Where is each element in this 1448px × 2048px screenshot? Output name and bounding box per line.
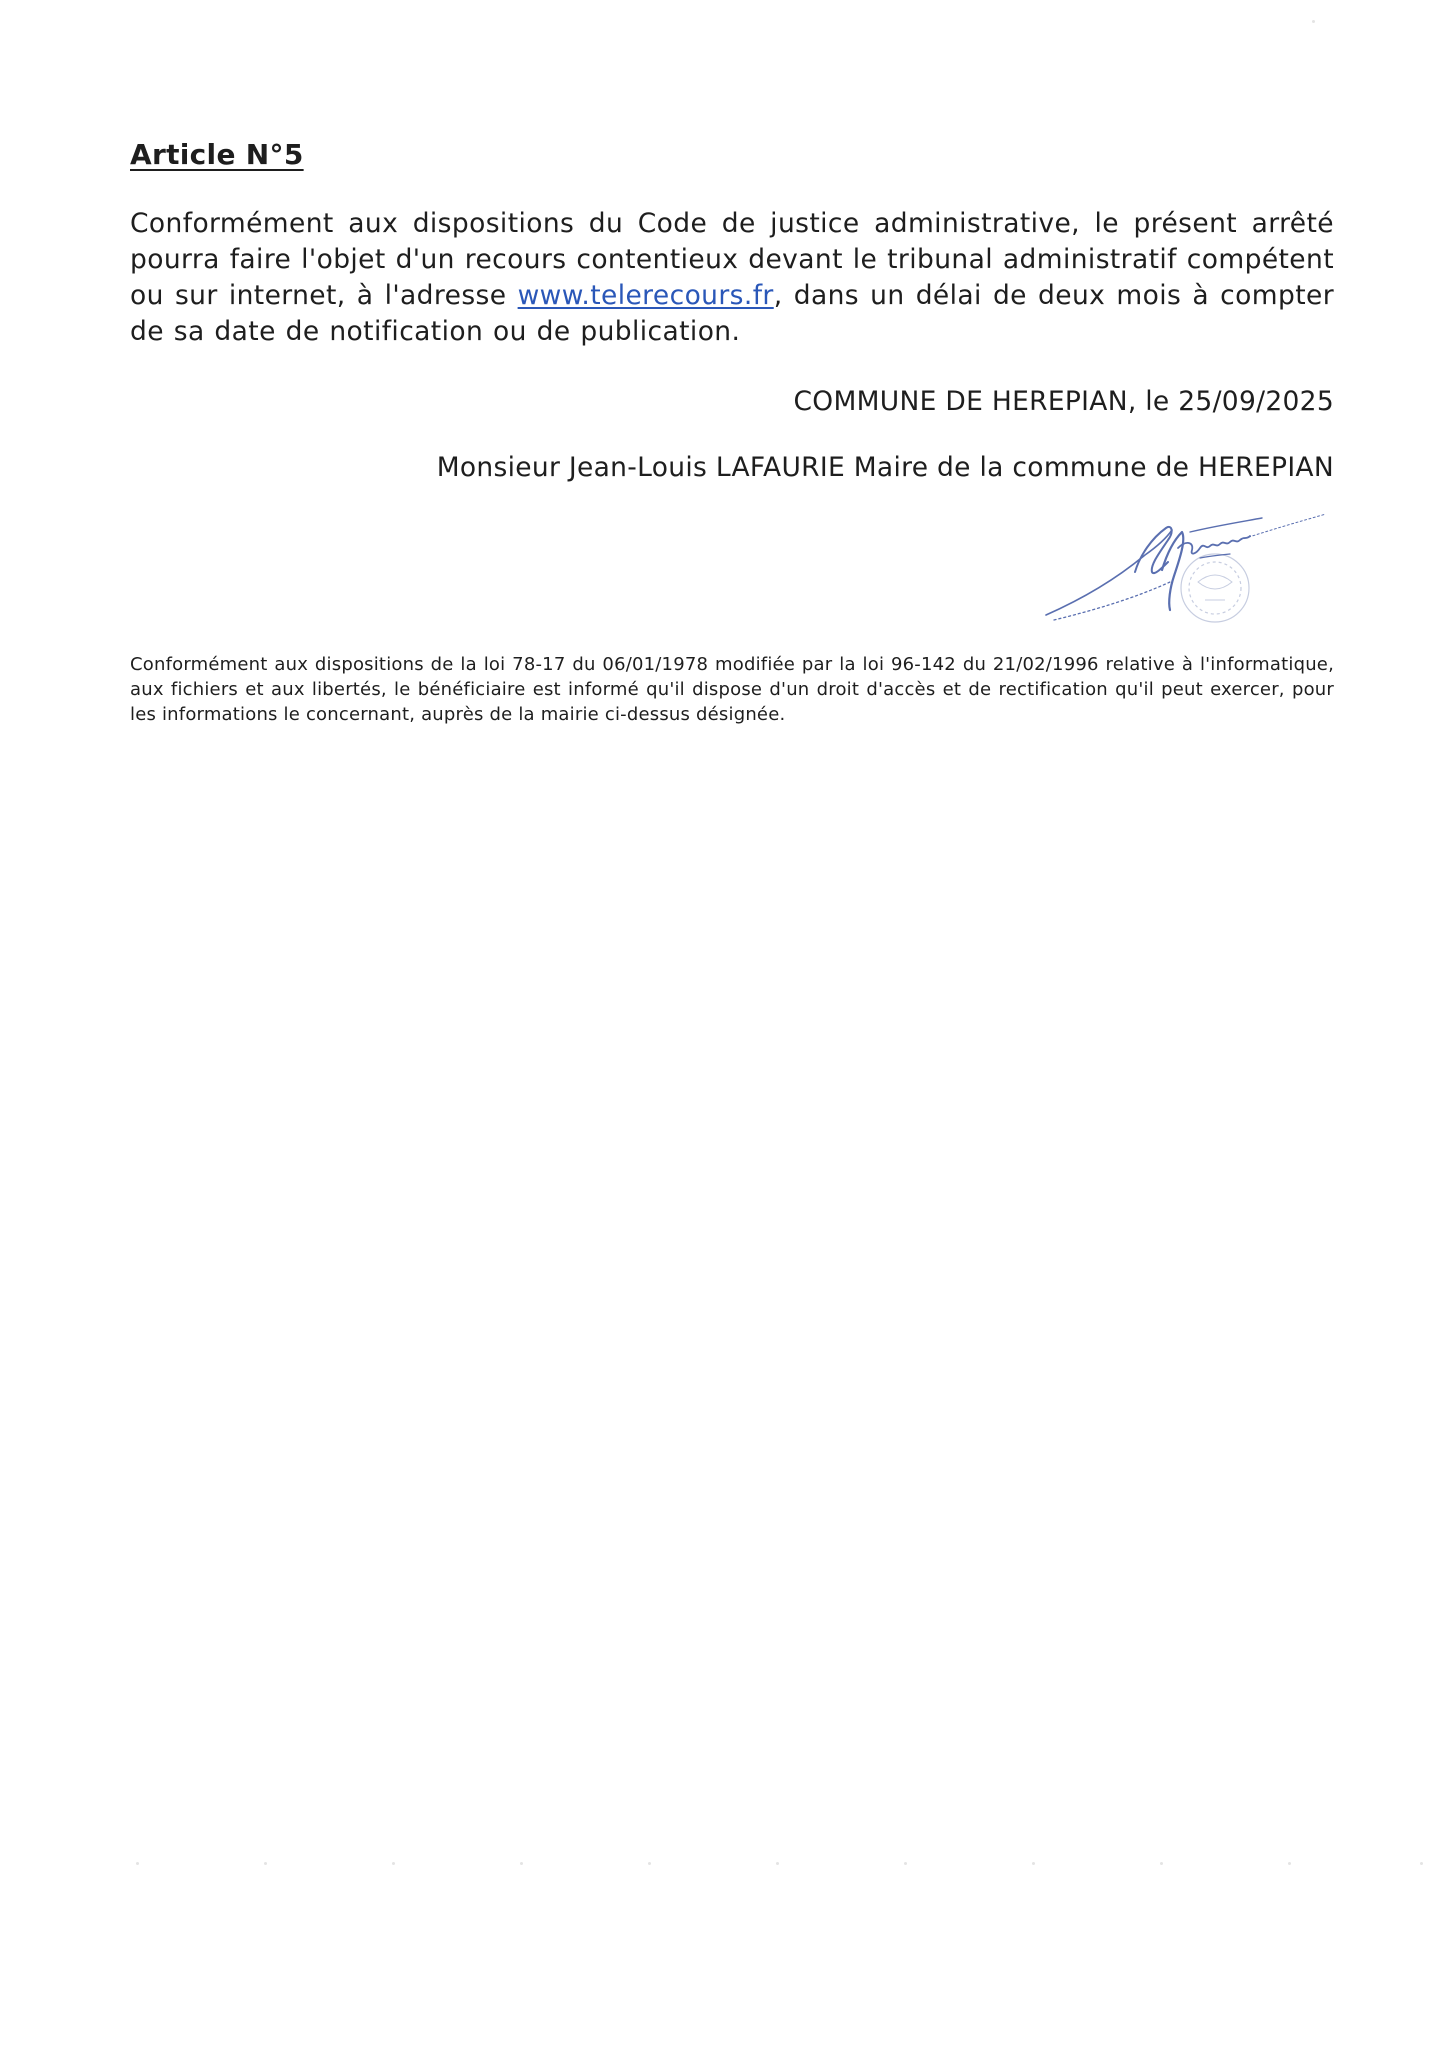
mayor-signature-and-stamp: [1040, 510, 1330, 635]
scan-artifact: [648, 1862, 651, 1865]
scan-artifact: [904, 1862, 907, 1865]
scan-artifact: [392, 1862, 395, 1865]
scan-artifact: [776, 1862, 779, 1865]
scan-artifact: [136, 1862, 139, 1865]
scan-artifact: [1312, 20, 1315, 23]
scan-artifact: [520, 1862, 523, 1865]
place-and-date: COMMUNE DE HEREPIAN, le 25/09/2025: [793, 386, 1334, 417]
scan-artifact: [1288, 1862, 1291, 1865]
scan-artifact: [1032, 1862, 1035, 1865]
article-text-before-link: Conformément aux dispositions du Code de justice administrative, le présent arrêté pourra faire l'objet d'un recours contentieux devant le tribunal administratif compétent ou sur internet, à l'adresse: [130, 208, 1334, 311]
signatory-name: Monsieur Jean-Louis LAFAURIE Maire de la commune de HEREPIAN: [436, 452, 1334, 483]
scan-artifact: [1160, 1862, 1163, 1865]
scan-artifact: [1420, 1862, 1423, 1865]
article-heading: Article N°5: [130, 138, 304, 171]
data-protection-notice: Conformément aux dispositions de la loi 78-17 du 06/01/1978 modifiée par la loi 96-142 du 21/02/1996 relative à l'informatique, aux fichiers et aux libertés, le bénéficiaire est informé qu'il dispose d'un droit d'accès et de rectification qu'il peut exercer, pour les informations le concernant, auprès de la mairie ci-dessus désignée.: [130, 654, 1334, 725]
official-stamp: [1181, 554, 1249, 622]
telerecours-link[interactable]: www.telerecours.fr: [517, 280, 774, 311]
handwritten-signature: [1046, 514, 1326, 620]
article-text-after-link: , dans un délai de deux mois à compter de sa date de notification ou de publication.: [130, 280, 1334, 347]
scan-artifact: [264, 1862, 267, 1865]
article-body: [130, 206, 1334, 350]
